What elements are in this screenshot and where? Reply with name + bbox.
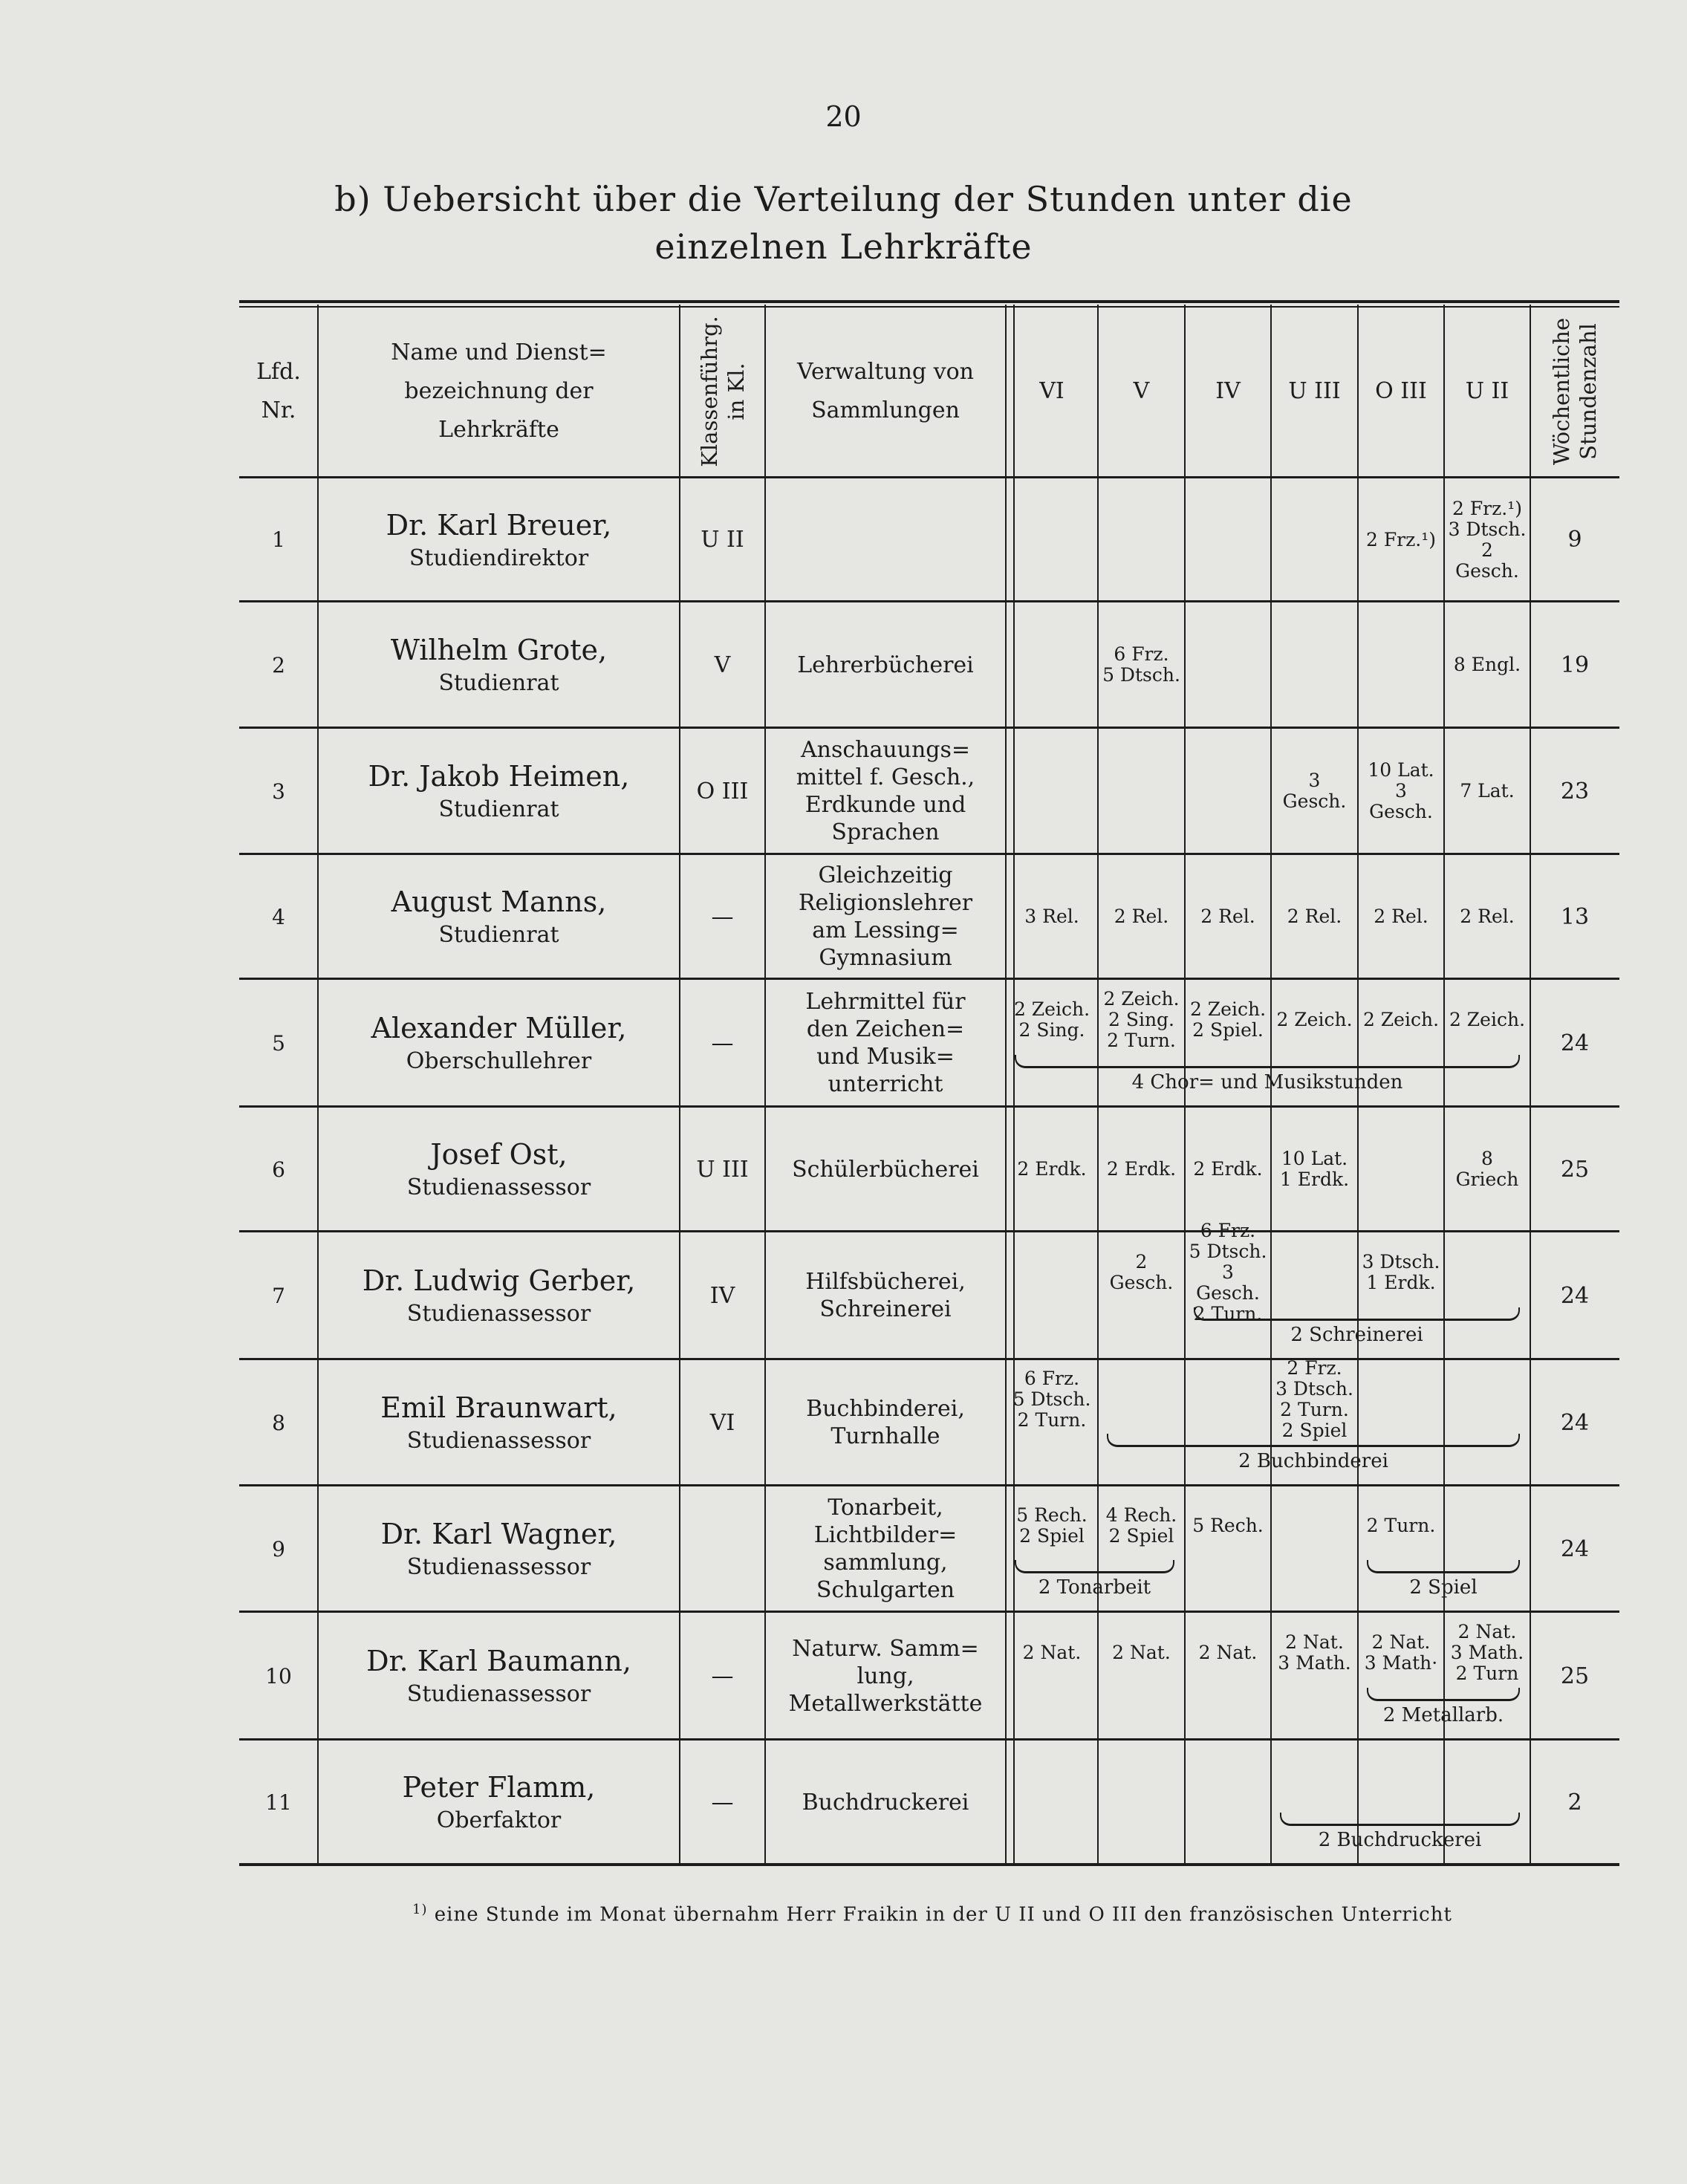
row-1-class-0 xyxy=(1009,478,1095,602)
row-4-verwaltung xyxy=(765,854,1006,979)
header-klassen xyxy=(680,305,765,478)
row-10-class-3: 2 Nat. 3 Math. xyxy=(1278,1631,1351,1674)
row-6-class-1: 2 Erdk. xyxy=(1106,1158,1177,1180)
header-class-3: U III xyxy=(1288,378,1341,404)
row-6-teacher xyxy=(318,1107,680,1232)
row-7-class-2: 6 Frz. 5 Dtsch. 3 Gesch. 2 Turn. xyxy=(1189,1220,1267,1325)
text-line: Verwaltung von xyxy=(797,358,974,385)
row-1-total: 9 xyxy=(1567,527,1582,553)
row-6-class-2: 2 Erdk. xyxy=(1193,1158,1263,1180)
row-8-klasse: VI xyxy=(709,1409,735,1436)
row-10-verwaltung xyxy=(765,1612,1006,1740)
row-2-total: 19 xyxy=(1560,651,1590,678)
brace-8-0 xyxy=(1107,1434,1520,1447)
row-9-class-0: 5 Rech. 2 Spiel xyxy=(1016,1504,1088,1547)
row-1-class-4: 2 Frz.¹) xyxy=(1365,528,1437,550)
row-7-nr: 7 xyxy=(272,1283,285,1308)
row-6-total: 25 xyxy=(1560,1156,1590,1183)
teacher-title: Studienassessor xyxy=(406,1681,591,1707)
row-6-class-4 xyxy=(1361,1107,1441,1232)
teacher-title: Studienrat xyxy=(438,922,559,948)
row-11-teacher xyxy=(318,1740,680,1865)
header-class-0: VI xyxy=(1039,378,1064,404)
row-11-verwaltung xyxy=(765,1740,1006,1865)
row-6-klasse: U III xyxy=(696,1156,749,1183)
row-3-class-4: 10 Lat. 3 Gesch. xyxy=(1368,759,1434,822)
text-line: Schulgarten xyxy=(816,1577,955,1603)
row-6-class-0: 2 Erdk. xyxy=(1017,1158,1087,1180)
row-1-verwaltung xyxy=(765,478,1006,602)
row-3-klasse: O III xyxy=(696,778,749,805)
row-8-class-3: 2 Frz. 3 Dtsch. 2 Turn. 2 Spiel xyxy=(1275,1357,1353,1441)
text-line: Gleichzeitig xyxy=(818,862,953,888)
row-7-klasse: IV xyxy=(709,1282,735,1309)
text-line: Buchdruckerei xyxy=(802,1789,969,1816)
row-1-nr: 1 xyxy=(272,527,285,552)
row-5-klasse: — xyxy=(711,1030,734,1056)
text-line: sammlung, xyxy=(823,1550,948,1576)
brace-label-5-0: 4 Chor= und Musikstunden xyxy=(1131,1071,1403,1093)
row-2-nr: 2 xyxy=(272,652,285,677)
teacher-name: Dr. Karl Breuer, xyxy=(386,508,612,542)
row-10-class-1: 2 Nat. xyxy=(1112,1642,1171,1663)
brace-11-0 xyxy=(1280,1813,1520,1826)
row-11-total: 2 xyxy=(1567,1789,1582,1816)
row-4-class-1: 2 Rel. xyxy=(1114,906,1169,927)
row-2-class-5: 8 Engl. xyxy=(1453,654,1521,675)
row-4-class-4: 2 Rel. xyxy=(1374,906,1428,927)
row-11-class-0 xyxy=(1009,1740,1095,1819)
row-9-class-4: 2 Turn. xyxy=(1366,1515,1436,1536)
row-4-klasse: — xyxy=(711,903,734,930)
text-line: Anschauungs= xyxy=(800,737,971,763)
row-7-class-3 xyxy=(1274,1232,1355,1313)
text-line: Lehrerbücherei xyxy=(797,651,974,678)
row-4-class-5: 2 Rel. xyxy=(1460,906,1515,927)
row-4-teacher xyxy=(318,854,680,979)
row-7-class-0 xyxy=(1009,1232,1095,1313)
teacher-title: Studienassessor xyxy=(406,1554,591,1580)
text-line: Erdkunde und xyxy=(805,792,966,818)
teacher-name: Alexander Müller, xyxy=(371,1012,627,1044)
row-9-total: 24 xyxy=(1560,1535,1590,1562)
teacher-title: Studiendirektor xyxy=(409,545,589,571)
row-3-class-5: 7 Lat. xyxy=(1460,780,1515,802)
header-class-5: U II xyxy=(1465,378,1509,404)
row-3-class-3: 3 Gesch. xyxy=(1282,770,1347,812)
row-8-nr: 8 xyxy=(272,1410,285,1435)
row-10-teacher xyxy=(318,1612,680,1740)
row-4-total: 13 xyxy=(1560,903,1590,930)
text-line: Nr. xyxy=(261,397,296,423)
row-3-class-1 xyxy=(1101,728,1182,854)
brace-label-10-0: 2 Metallarb. xyxy=(1382,1704,1504,1726)
teacher-title: Oberschullehrer xyxy=(406,1048,592,1074)
title-line-1: b) Uebersicht über die Verteilung der Stunden unter die xyxy=(334,179,1353,219)
brace-7-0 xyxy=(1194,1307,1520,1321)
brace-label-9-1: 2 Spiel xyxy=(1409,1576,1478,1599)
row-2-teacher xyxy=(318,602,680,728)
row-8-class-5 xyxy=(1447,1359,1527,1440)
teacher-title: Studienassessor xyxy=(406,1301,591,1327)
teacher-name: Dr. Ludwig Gerber, xyxy=(362,1264,636,1297)
row-7-class-1: 2 Gesch. xyxy=(1109,1251,1174,1293)
row-2-class-1: 6 Frz. 5 Dtsch. xyxy=(1102,643,1180,686)
header-nr xyxy=(239,305,318,478)
row-3-teacher xyxy=(318,728,680,854)
brace-label-7-0: 2 Schreinerei xyxy=(1290,1324,1423,1346)
teacher-title: Studienrat xyxy=(438,796,559,822)
row-10-class-5: 2 Nat. 3 Math. 2 Turn xyxy=(1450,1621,1524,1684)
top-rule xyxy=(239,300,1619,303)
footnote-text: eine Stunde im Monat übernahm Herr Fraikin in der U II und O III den französischen Unterricht xyxy=(434,1903,1452,1926)
row-2-class-4 xyxy=(1361,602,1441,728)
row-3-verwaltung xyxy=(765,728,1006,854)
brace-10-0 xyxy=(1367,1688,1520,1701)
teacher-name: Wilhelm Grote, xyxy=(390,634,608,666)
text-line: Stundenzahl xyxy=(1576,322,1601,460)
row-11-klasse: — xyxy=(711,1789,734,1816)
text-line: lung, xyxy=(856,1663,914,1689)
text-line: mittel f. Gesch., xyxy=(796,764,975,790)
header-stunden-text xyxy=(1548,317,1602,464)
row-4-nr: 4 xyxy=(272,904,285,929)
row-10-nr: 10 xyxy=(265,1663,292,1689)
text-line: unterricht xyxy=(828,1071,943,1097)
row-8-class-0: 6 Frz. 5 Dtsch. 2 Turn. xyxy=(1012,1368,1091,1431)
teacher-title: Studienrat xyxy=(438,670,559,696)
row-6-nr: 6 xyxy=(272,1157,285,1182)
row-1-class-2 xyxy=(1188,478,1268,602)
row-9-class-3 xyxy=(1274,1486,1355,1566)
row-3-class-0 xyxy=(1009,728,1095,854)
row-3-class-2 xyxy=(1188,728,1268,854)
row-9-verwaltung xyxy=(765,1486,1006,1612)
text-line: Gymnasium xyxy=(819,945,952,971)
brace-label-11-0: 2 Buchdruckerei xyxy=(1318,1829,1482,1851)
text-line: Wöchentliche xyxy=(1549,317,1574,465)
header-name xyxy=(318,305,680,478)
row-6-class-5: 8 Griech xyxy=(1455,1148,1519,1190)
header-verwaltung xyxy=(765,305,1006,478)
teacher-title: Studienassessor xyxy=(406,1428,591,1454)
text-line: Turnhalle xyxy=(831,1423,940,1449)
text-line: Schreinerei xyxy=(819,1296,952,1322)
row-8-teacher xyxy=(318,1359,680,1486)
row-1-klasse: U II xyxy=(701,527,744,553)
header-klassen-text xyxy=(696,316,750,467)
row-9-class-1: 4 Rech. 2 Spiel xyxy=(1105,1504,1177,1547)
page-number: 20 xyxy=(825,100,862,133)
text-line: bezeichnung der xyxy=(404,377,594,404)
row-9-teacher xyxy=(318,1486,680,1612)
text-line: Hilfsbücherei, xyxy=(805,1269,966,1295)
brace-5-0 xyxy=(1015,1055,1520,1068)
page-title xyxy=(0,175,1687,270)
row-5-verwaltung xyxy=(765,979,1006,1107)
row-8-class-4 xyxy=(1361,1359,1441,1440)
row-1-class-1 xyxy=(1101,478,1182,602)
row-7-class-4: 3 Dtsch. 1 Erdk. xyxy=(1362,1251,1440,1293)
row-10-klasse: — xyxy=(711,1663,734,1689)
text-line: Lfd. xyxy=(256,358,301,385)
text-line: am Lessing= xyxy=(812,917,959,943)
row-2-verwaltung xyxy=(765,602,1006,728)
row-7-total: 24 xyxy=(1560,1282,1590,1309)
text-line: Sammlungen xyxy=(811,397,960,423)
teacher-name: Josef Ost, xyxy=(430,1138,568,1171)
row-9-klasse xyxy=(680,1486,765,1612)
row-2-class-0 xyxy=(1009,602,1095,728)
row-10-total: 25 xyxy=(1560,1663,1590,1689)
footnote-mark: 1) xyxy=(412,1902,428,1917)
row-7-class-5 xyxy=(1447,1232,1527,1313)
row-1-teacher xyxy=(318,478,680,602)
row-7-verwaltung xyxy=(765,1232,1006,1359)
row-2-klasse: V xyxy=(714,651,731,678)
footnote xyxy=(412,1902,1452,1926)
header-class-1: V xyxy=(1133,378,1150,404)
brace-label-8-0: 2 Buchbinderei xyxy=(1238,1450,1388,1472)
row-5-class-0: 2 Zeich. 2 Sing. xyxy=(1013,998,1090,1041)
row-5-class-4: 2 Zeich. xyxy=(1362,1009,1440,1030)
header-stunden xyxy=(1530,305,1619,478)
row-9-class-2: 5 Rech. xyxy=(1192,1515,1264,1536)
text-line: Religionslehrer xyxy=(798,890,973,916)
row-8-class-2 xyxy=(1188,1359,1268,1440)
text-line: den Zeichen= xyxy=(806,1016,965,1042)
brace-label-9-0: 2 Tonarbeit xyxy=(1038,1576,1151,1599)
teacher-name: Peter Flamm, xyxy=(402,1771,596,1804)
title-line-2: einzelnen Lehrkräfte xyxy=(654,227,1033,267)
row-5-teacher xyxy=(318,979,680,1107)
row-11-nr: 11 xyxy=(265,1790,292,1815)
header-class-4: O III xyxy=(1375,378,1427,404)
teacher-name: August Manns, xyxy=(391,885,607,918)
header-class-2: IV xyxy=(1215,378,1241,404)
teacher-title: Studienassessor xyxy=(406,1174,591,1200)
row-6-class-3: 10 Lat. 1 Erdk. xyxy=(1279,1148,1350,1190)
brace-9-1 xyxy=(1367,1560,1520,1573)
row-3-total: 23 xyxy=(1560,778,1590,805)
row-5-class-2: 2 Zeich. 2 Spiel. xyxy=(1189,998,1267,1041)
row-2-class-2 xyxy=(1188,602,1268,728)
row-5-class-5: 2 Zeich. xyxy=(1449,1009,1526,1030)
text-line: Buchbinderei, xyxy=(806,1396,965,1422)
row-11-class-1 xyxy=(1101,1740,1182,1819)
row-2-class-3 xyxy=(1274,602,1355,728)
row-8-verwaltung xyxy=(765,1359,1006,1486)
text-line: Sprachen xyxy=(831,819,940,845)
row-8-class-1 xyxy=(1101,1359,1182,1440)
row-10-class-2: 2 Nat. xyxy=(1198,1642,1258,1663)
row-11-class-3 xyxy=(1274,1740,1355,1819)
text-line: Naturw. Samm= xyxy=(792,1635,979,1662)
text-line: in Kl. xyxy=(723,362,749,420)
text-line: Klassenführg. xyxy=(696,315,722,467)
row-5-total: 24 xyxy=(1560,1030,1590,1056)
row-11-class-2 xyxy=(1188,1740,1268,1819)
text-line: Lichtbilder= xyxy=(813,1522,958,1548)
teacher-name: Dr. Karl Wagner, xyxy=(380,1518,617,1550)
row-10-class-4: 2 Nat. 3 Math· xyxy=(1364,1631,1438,1674)
text-line: und Musik= xyxy=(816,1044,955,1070)
teacher-name: Dr. Karl Baumann, xyxy=(366,1645,631,1677)
row-7-teacher xyxy=(318,1232,680,1359)
text-line: Tonarbeit, xyxy=(828,1495,943,1521)
row-1-class-5: 2 Frz.¹) 3 Dtsch. 2 Gesch. xyxy=(1448,497,1527,582)
row-5-class-1: 2 Zeich. 2 Sing. 2 Turn. xyxy=(1103,988,1180,1051)
row-11-class-5 xyxy=(1447,1740,1527,1819)
text-line: Metallwerkstätte xyxy=(788,1690,983,1717)
row-3-nr: 3 xyxy=(272,779,285,804)
row-4-class-0: 3 Rel. xyxy=(1024,906,1079,927)
row-4-class-2: 2 Rel. xyxy=(1200,906,1255,927)
brace-9-0 xyxy=(1015,1560,1174,1573)
teacher-name: Emil Braunwart, xyxy=(380,1391,617,1424)
row-11-class-4 xyxy=(1361,1740,1441,1819)
teacher-name: Dr. Jakob Heimen, xyxy=(368,760,630,793)
row-5-nr: 5 xyxy=(272,1030,285,1056)
text-line: Name und Dienst= xyxy=(391,339,607,365)
row-9-nr: 9 xyxy=(272,1536,285,1561)
row-5-class-3: 2 Zeich. xyxy=(1276,1009,1353,1030)
row-9-class-5 xyxy=(1447,1486,1527,1566)
teacher-title: Oberfaktor xyxy=(436,1807,562,1833)
text-line: Lehrkräfte xyxy=(438,416,559,443)
row-8-total: 24 xyxy=(1560,1409,1590,1436)
row-10-class-0: 2 Nat. xyxy=(1022,1642,1082,1663)
text-line: Schülerbücherei xyxy=(792,1156,979,1183)
row-1-class-3 xyxy=(1274,478,1355,602)
row-4-class-3: 2 Rel. xyxy=(1287,906,1342,927)
text-line: Lehrmittel für xyxy=(805,989,966,1015)
row-6-verwaltung xyxy=(765,1107,1006,1232)
